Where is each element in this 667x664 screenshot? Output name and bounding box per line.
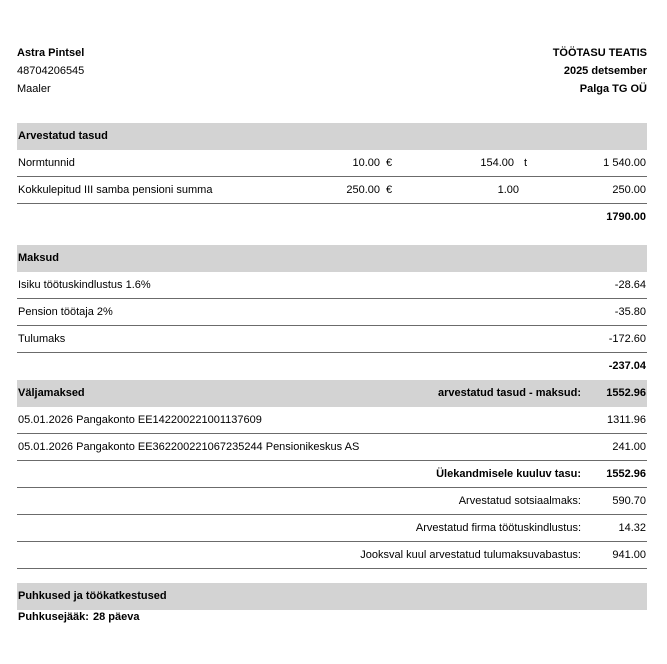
tax-amount: -172.60 [608,333,646,345]
earnings-header: Arvestatud tasud [18,130,108,142]
earning-rate: 10.00 [352,157,380,169]
earning-rate-unit: € [386,157,393,169]
payment-amount: 241.00 [612,441,646,453]
row-divider [17,541,647,542]
taxes-header-band [17,245,647,272]
earning-amount: 250.00 [612,184,646,196]
transfer-value: 1552.96 [606,468,646,480]
earning-label: Normtunnid [18,157,75,169]
payment-label: 05.01.2026 Pangakonto EE142200221001137609 [18,414,262,426]
earning-rate-unit: € [386,184,393,196]
employee-id-code: 48704206545 [17,65,85,77]
payment-label: 05.01.2026 Pangakonto EE362200221067235244 Pensionikeskus AS [18,441,360,453]
row-divider [17,352,647,353]
document-title: TÖÖTASU TEATIS [552,47,647,59]
document-period: 2025 detsember [563,65,647,77]
earning-label: Kokkulepitud III samba pensioni summa [18,184,213,196]
tax-label: Isiku töötuskindlustus 1.6% [18,279,151,291]
row-divider [17,568,647,569]
tax-amount: -35.80 [614,306,646,318]
net-pay-label: arvestatud tasud - maksud: [437,387,581,399]
vacation-balance-value: 28 päeva [93,611,140,623]
earning-qty: 154.00 [480,157,514,169]
employer-unemployment-label: Arvestatud firma töötuskindlustus: [415,522,581,534]
taxes-total: -237.04 [608,360,646,372]
tax-exemption-value: 941.00 [612,549,646,561]
tax-label: Tulumaks [18,333,66,345]
earnings-header-band [17,123,647,150]
social-tax-value: 590.70 [612,495,646,507]
row-divider [17,298,647,299]
earning-rate: 250.00 [346,184,380,196]
row-divider [17,514,647,515]
row-divider [17,176,647,177]
employee-position: Maaler [17,83,51,95]
taxes-header: Maksud [18,252,59,264]
vacation-balance-label: Puhkusejääk: [18,611,89,623]
row-divider [17,203,647,204]
employer-name: Palga TG OÜ [579,83,647,95]
tax-amount: -28.64 [614,279,646,291]
net-pay-value: 1552.96 [606,387,646,399]
social-tax-label: Arvestatud sotsiaalmaks: [458,495,581,507]
earning-qty-unit: t [524,157,528,169]
row-divider [17,460,647,461]
transfer-label: Ülekandmisele kuuluv tasu: [436,468,581,480]
vacation-header: Puhkused ja töökatkestused [18,590,167,602]
earning-qty: 1.00 [497,184,519,196]
row-divider [17,325,647,326]
row-divider [17,487,647,488]
employee-name: Astra Pintsel [17,47,85,59]
earnings-total: 1790.00 [606,211,646,223]
tax-label: Pension töötaja 2% [18,306,113,318]
employer-unemployment-value: 14.32 [618,522,646,534]
row-divider [17,433,647,434]
payment-amount: 1311.96 [607,414,646,426]
payments-header: Väljamaksed [18,387,85,399]
tax-exemption-label: Jooksval kuul arvestatud tulumaksuvabastus: [360,549,581,561]
earning-amount: 1 540.00 [603,157,646,169]
